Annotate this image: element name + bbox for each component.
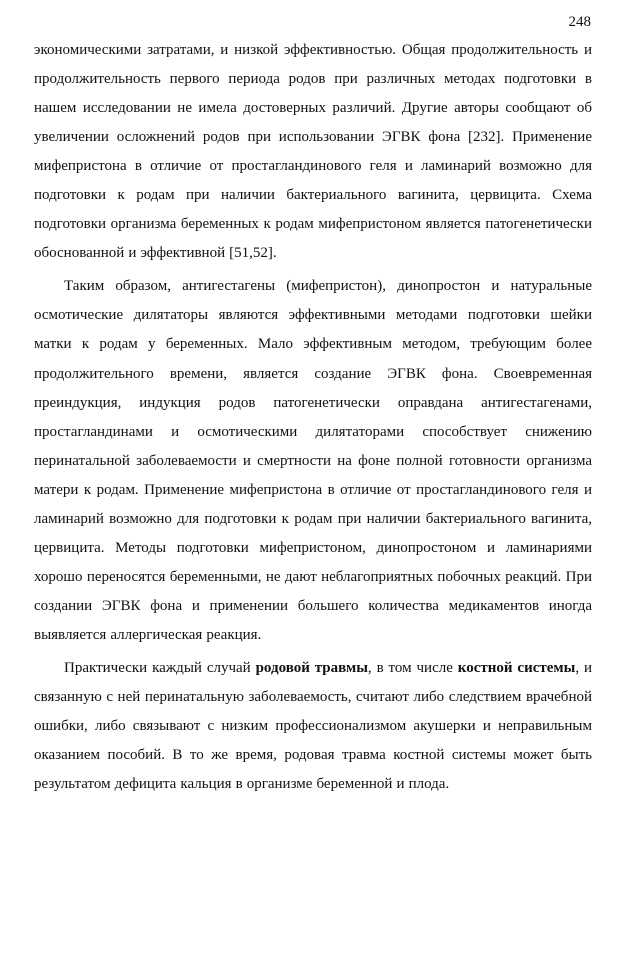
paragraph-3-text: Практически каждый случай bbox=[64, 659, 256, 676]
body-text bbox=[34, 36, 592, 803]
paragraph-3-text: , и связанную с ней перинатальную заболеваемость, считают либо следствием врачебной ошибки, либо связывают с низким профессионализмом акушерки и неправильным оказанием пособий. В то же время, родовая травма костной системы может быть результатом дефицита кальция в организме беременной и плода. bbox=[34, 659, 592, 793]
paragraph-3 bbox=[34, 654, 592, 799]
paragraph-2: Таким образом, антигестагены (мифепристон), динопростон и натуральные осмотические дилятаторы являются эффективными методами подготовки шейки матки к родам у беременных. Мало эффективным методом, требующим более продолжительного времени, является создание ЭГВК фона. Своевременная преиндукция, индукция родов патогенетически оправдана антигестагенами, простагландинами и осмотическими дилятаторами способствует снижению перинатальной заболеваемости и смертности на фоне полной готовности организма матери к родам. Применение мифепристона в отличие от простагландинового геля и ламинарий возможно для подготовки к родам при наличии бактериального вагинита, цервицита. Методы подготовки мифепристоном, динопростоном и ламинариями хорошо переносятся беременными, не дают неблагоприятных побочных реакций. При создании ЭГВК фона и применении большего количества медикаментов иногда выявляется аллергическая реакция. bbox=[34, 278, 592, 643]
page-number: 248 bbox=[568, 14, 591, 30]
bold-term-skeletal-system: костной системы bbox=[457, 659, 576, 676]
paragraph-3-text: , в том числе bbox=[367, 659, 458, 676]
paragraph-1: экономическими затратами, и низкой эффективностью. Общая продолжительность и продолжительность первого периода родов при различных методах подготовки в нашем исследовании не имела достоверных различий. Другие авторы сообщают об увеличении осложнений родов при использовании ЭГВК фона [232]. Применение мифепристона в отличие от простагландинового геля и ламинарий возможно для подготовки к родам при наличии бактериального вагинита, цервицита. Схема подготовки организма беременных к родам мифепристоном является патогенетически обоснованной и эффективной [51,52]. bbox=[34, 42, 592, 262]
bold-term-birth-trauma: родовой травмы bbox=[255, 659, 368, 676]
